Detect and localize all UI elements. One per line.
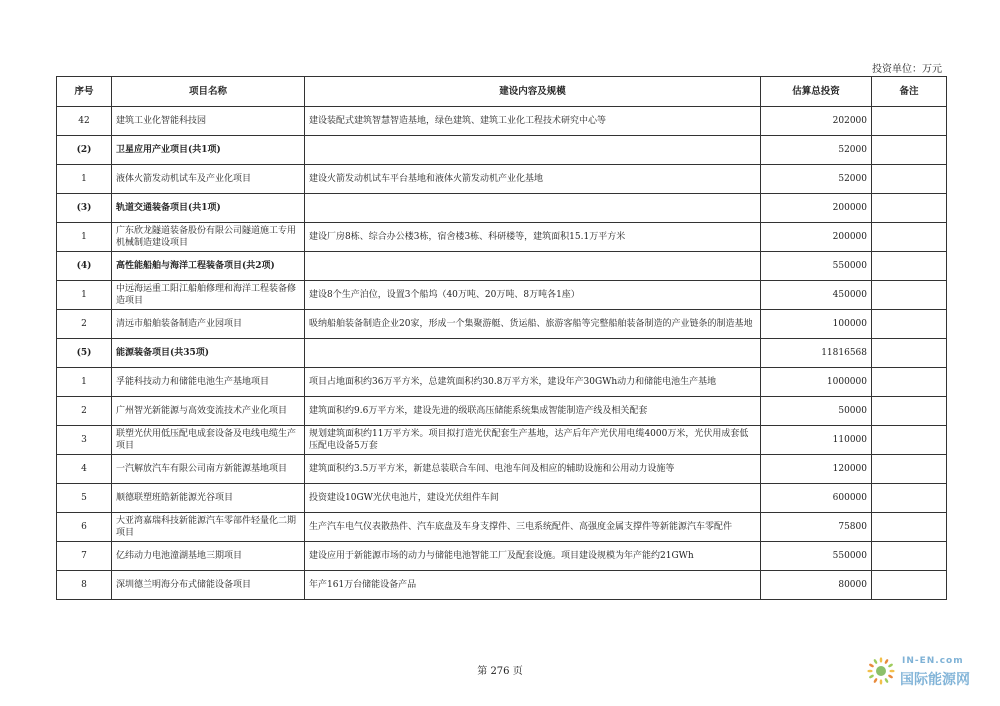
cell-seq: 2 (57, 397, 112, 426)
cell-project-name: 广东欣龙隧道装备股份有限公司隧道施工专用机械制造建设项目 (112, 223, 305, 252)
cell-amount: 550000 (761, 542, 872, 571)
table-row (57, 397, 947, 426)
cell-amount: 1000000 (761, 368, 872, 397)
sun-ray (873, 678, 878, 684)
page-number: 第 276 页 (477, 666, 523, 677)
sun-ray (873, 659, 878, 665)
cell-seq: (4) (57, 252, 112, 281)
watermark-logo (860, 648, 990, 698)
cell-amount: 100000 (761, 310, 872, 339)
cell-amount: 11816568 (761, 339, 872, 368)
watermark-site: IN-EN.com (902, 656, 964, 666)
table-row (57, 107, 947, 136)
cell-project-name: 清远市船舶装备制造产业园项目 (112, 310, 305, 339)
cell-amount: 50000 (761, 397, 872, 426)
table-row (57, 542, 947, 571)
table-row (57, 310, 947, 339)
cell-project-name: 一汽解放汽车有限公司南方新能源基地项目 (112, 455, 305, 484)
cell-seq: 5 (57, 484, 112, 513)
category-row (57, 194, 947, 223)
cell-project-name: 深圳德兰明海分布式储能设备项目 (112, 571, 305, 600)
cell-project-name: 卫星应用产业项目(共1项) (112, 136, 305, 165)
cell-note (872, 426, 947, 455)
cell-amount: 202000 (761, 107, 872, 136)
table-row (57, 281, 947, 310)
cell-project-name: 大亚湾嘉瑞科技新能源汽车零部件轻量化二期项目 (112, 513, 305, 542)
table-row (57, 455, 947, 484)
cell-project-name: 能源装备项目(共35项) (112, 339, 305, 368)
cell-note (872, 571, 947, 600)
cell-content: 投资建设10GW光伏电池片，建设光伏组件车间 (305, 484, 761, 513)
category-row (57, 252, 947, 281)
cell-amount: 80000 (761, 571, 872, 600)
cell-note (872, 194, 947, 223)
cell-project-name: 广州智光新能源与高效变流技术产业化项目 (112, 397, 305, 426)
table-row (57, 484, 947, 513)
cell-content (305, 136, 761, 165)
cell-seq: 7 (57, 542, 112, 571)
sun-ray (880, 679, 883, 684)
cell-project-name: 孚能科技动力和储能电池生产基地项目 (112, 368, 305, 397)
cell-content: 建设8个生产泊位，设置3个船坞（40万吨、20万吨、8万吨各1座） (305, 281, 761, 310)
sun-ray (888, 674, 894, 679)
cell-note (872, 368, 947, 397)
table-body (57, 107, 947, 600)
table-row (57, 426, 947, 455)
cell-note (872, 281, 947, 310)
cell-content: 建设装配式建筑智慧智造基地，绿色建筑、建筑工业化工程技术研究中心等 (305, 107, 761, 136)
cell-amount: 200000 (761, 194, 872, 223)
cell-note (872, 339, 947, 368)
project-table (56, 76, 947, 600)
cell-content: 规划建筑面积约11万平方米。项目拟打造光伏配套生产基地，达产后年产光伏用电缆4000万米，光伏用成套低压配电设备5万套 (305, 426, 761, 455)
cell-seq: 1 (57, 223, 112, 252)
category-row (57, 339, 947, 368)
cell-project-name: 高性能船舶与海洋工程装备项目(共2项) (112, 252, 305, 281)
sun-ray (867, 670, 872, 673)
cell-note (872, 136, 947, 165)
cell-seq: 1 (57, 165, 112, 194)
cell-seq: 4 (57, 455, 112, 484)
cell-seq: 6 (57, 513, 112, 542)
sun-ray (869, 663, 875, 668)
cell-project-name: 液体火箭发动机试车及产业化项目 (112, 165, 305, 194)
cell-seq: 2 (57, 310, 112, 339)
table-row (57, 223, 947, 252)
cell-content: 建设厂房8栋、综合办公楼3栋，宿舍楼3栋、科研楼等，建筑面积15.1万平方米 (305, 223, 761, 252)
table-header-row (57, 77, 947, 107)
cell-content: 吸纳船舶装备制造企业20家，形成一个集聚游艇、货运船、旅游客船等完整船舶装备制造的产业链条的制造基地 (305, 310, 761, 339)
cell-note (872, 223, 947, 252)
cell-content (305, 339, 761, 368)
cell-content: 建筑面积约9.6万平方米，建设先进的级联高压储能系统集成智能制造产线及相关配套 (305, 397, 761, 426)
cell-amount: 110000 (761, 426, 872, 455)
cell-note (872, 484, 947, 513)
table-row (57, 165, 947, 194)
cell-amount: 450000 (761, 281, 872, 310)
header-note: 备注 (872, 77, 947, 107)
cell-content: 项目占地面积约36万平方米，总建筑面积约30.8万平方米，建设年产30GWh动力和储能电池生产基地 (305, 368, 761, 397)
cell-amount: 200000 (761, 223, 872, 252)
cell-amount: 75800 (761, 513, 872, 542)
table-row (57, 368, 947, 397)
cell-content (305, 194, 761, 223)
cell-content: 生产汽车电气仪表散热件、汽车底盘及车身支撑件、三电系统配件、高强度金属支撑件等新能源汽车零配件 (305, 513, 761, 542)
cell-seq: (2) (57, 136, 112, 165)
cell-seq: 1 (57, 368, 112, 397)
cell-project-name: 中远海运重工阳江船舶修理和海洋工程装备修造项目 (112, 281, 305, 310)
cell-seq: (3) (57, 194, 112, 223)
cell-seq: 1 (57, 281, 112, 310)
sun-ray (888, 663, 894, 668)
cell-amount: 600000 (761, 484, 872, 513)
cell-project-name: 顺德联塑班皓新能源光谷项目 (112, 484, 305, 513)
cell-project-name: 亿纬动力电池潼湖基地三期项目 (112, 542, 305, 571)
cell-content: 年产161万台储能设备产品 (305, 571, 761, 600)
cell-content: 建设应用于新能源市场的动力与储能电池智能工厂及配套设施。项目建设规模为年产能约21GWh (305, 542, 761, 571)
cell-content: 建设火箭发动机试车平台基地和液体火箭发动机产业化基地 (305, 165, 761, 194)
cell-note (872, 513, 947, 542)
cell-note (872, 455, 947, 484)
sun-ray (889, 670, 894, 673)
cell-seq: 8 (57, 571, 112, 600)
cell-content (305, 252, 761, 281)
cell-note (872, 397, 947, 426)
cell-seq: 42 (57, 107, 112, 136)
cell-seq: 3 (57, 426, 112, 455)
cell-seq: (5) (57, 339, 112, 368)
cell-amount: 550000 (761, 252, 872, 281)
investment-unit-label: 投资单位：万元 (872, 64, 942, 75)
watermark-brand: 国际能源网 (900, 672, 970, 688)
cell-note (872, 165, 947, 194)
header-name: 项目名称 (112, 77, 305, 107)
sun-ray (869, 674, 875, 679)
cell-project-name: 建筑工业化智能科技园 (112, 107, 305, 136)
cell-note (872, 107, 947, 136)
cell-note (872, 310, 947, 339)
cell-amount: 120000 (761, 455, 872, 484)
cell-note (872, 542, 947, 571)
table-row (57, 571, 947, 600)
header-amount: 估算总投资 (761, 77, 872, 107)
sun-ray (880, 657, 883, 662)
cell-project-name: 联塑光伏用低压配电成套设备及电线电缆生产项目 (112, 426, 305, 455)
sun-ray (884, 678, 889, 684)
header-content: 建设内容及规模 (305, 77, 761, 107)
cell-project-name: 轨道交通装备项目(共1项) (112, 194, 305, 223)
sun-logo-icon (864, 654, 898, 688)
cell-amount: 52000 (761, 165, 872, 194)
cell-amount: 52000 (761, 136, 872, 165)
table-row (57, 513, 947, 542)
cell-note (872, 252, 947, 281)
header-seq: 序号 (57, 77, 112, 107)
cell-content: 建筑面积约3.5万平方米，新建总装联合车间、电池车间及相应的辅助设施和公用动力设施等 (305, 455, 761, 484)
category-row (57, 136, 947, 165)
sun-ray (884, 659, 889, 665)
